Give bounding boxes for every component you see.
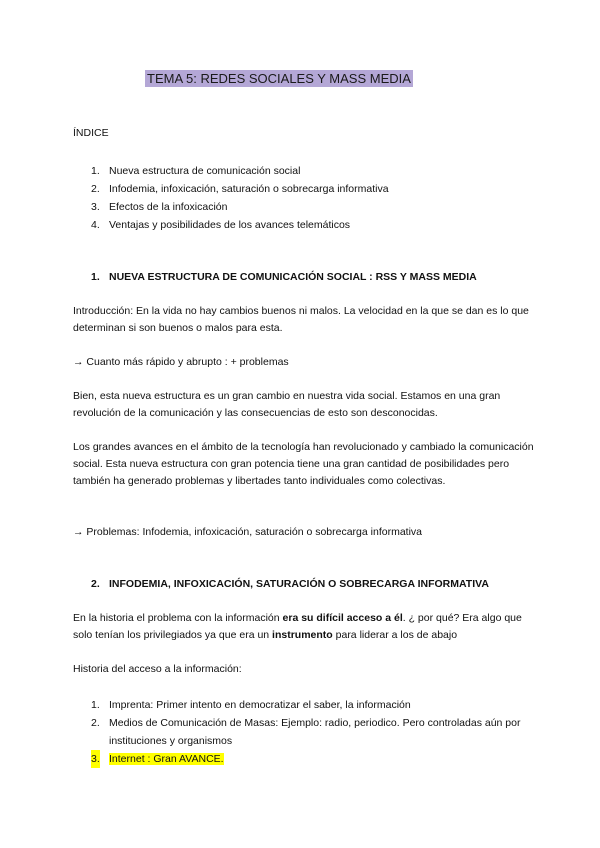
- section-heading-text: NUEVA ESTRUCTURA DE COMUNICACIÓN SOCIAL : RSS Y MASS MEDIA: [109, 271, 477, 283]
- paragraph-2: Bien, esta nueva estructura es un gran cambio en nuestra vida social. Estamos en una gran revolución de la comunicación y las consecuencias de esto son desconocidas.: [73, 390, 501, 419]
- section-number: 1.: [91, 271, 100, 283]
- history-label: Historia del acceso a la información:: [73, 663, 242, 675]
- history-item-text: Internet : Gran AVANCE.: [109, 753, 224, 765]
- index-item: [91, 180, 540, 198]
- history-list: [73, 696, 540, 768]
- index-item-number: 4.: [91, 219, 100, 231]
- index-list: [73, 162, 540, 234]
- history-item-text: Medios de Comunicación de Masas: Ejemplo: radio, periodico. Pero controladas aún por instituciones y organismos: [109, 717, 521, 747]
- intro-paragraph: Introducción: En la vida no hay cambios buenos ni malos. La velocidad en la que se dan es lo que determinan si son buenos o malos para esta.: [73, 305, 529, 334]
- section-heading-1: [73, 269, 540, 286]
- index-item-number: 2.: [91, 183, 100, 195]
- index-item: [91, 198, 540, 216]
- history-item-number: 2.: [91, 717, 100, 729]
- bold-run: instrumento: [272, 629, 333, 641]
- text-run: para liderar a los de abajo: [332, 629, 458, 641]
- history-item-highlighted: [91, 750, 540, 768]
- bold-run: era su difícil acceso a él: [282, 612, 403, 624]
- text-run: En la historia el problema con la información: [73, 612, 283, 624]
- history-item: [91, 696, 540, 714]
- history-item: [91, 714, 540, 750]
- index-item-text: Nueva estructura de comunicación social: [109, 165, 301, 177]
- index-item-text: Infodemia, infoxicación, saturación o sobrecarga informativa: [109, 183, 389, 195]
- page-title: TEMA 5: REDES SOCIALES Y MASS MEDIA: [147, 71, 411, 86]
- text-run: . ¿ por qué? Era algo que solo tenían los privilegiados ya que era un: [73, 612, 522, 641]
- index-item-text: Ventajas y posibilidades de los avances telemáticos: [109, 219, 351, 231]
- history-paragraph: [73, 610, 540, 644]
- index-item: [91, 162, 540, 180]
- paragraph-3: Los grandes avances en el ámbito de la tecnología han revolucionado y cambiado la comunicación social. Esta nueva estructura con gran potencia tiene una gran cantidad de posibilidades pero también ha generado problemas y libertades tanto individuales como colectivas.: [73, 441, 534, 487]
- index-item-number: 1.: [91, 165, 100, 177]
- section-heading-2: [73, 576, 540, 593]
- history-item-text: Imprenta: Primer intento en democratizar el saber, la información: [109, 699, 411, 711]
- index-label: ÍNDICE: [73, 127, 109, 139]
- arrow-note-1: → Cuanto más rápido y abrupto : + problemas: [73, 356, 289, 368]
- index-item: [91, 216, 540, 234]
- arrow-note-2: → Problemas: Infodemia, infoxicación, saturación o sobrecarga informativa: [73, 526, 423, 538]
- title-block: [145, 71, 413, 86]
- history-item-number: 3.: [91, 750, 100, 768]
- index-item-text: Efectos de la infoxicación: [109, 201, 228, 213]
- index-item-number: 3.: [91, 201, 100, 213]
- section-heading-text: INFODEMIA, INFOXICACIÓN, SATURACIÓN O SOBRECARGA INFORMATIVA: [109, 578, 489, 590]
- section-number: 2.: [91, 578, 100, 590]
- history-item-number: 1.: [91, 699, 100, 711]
